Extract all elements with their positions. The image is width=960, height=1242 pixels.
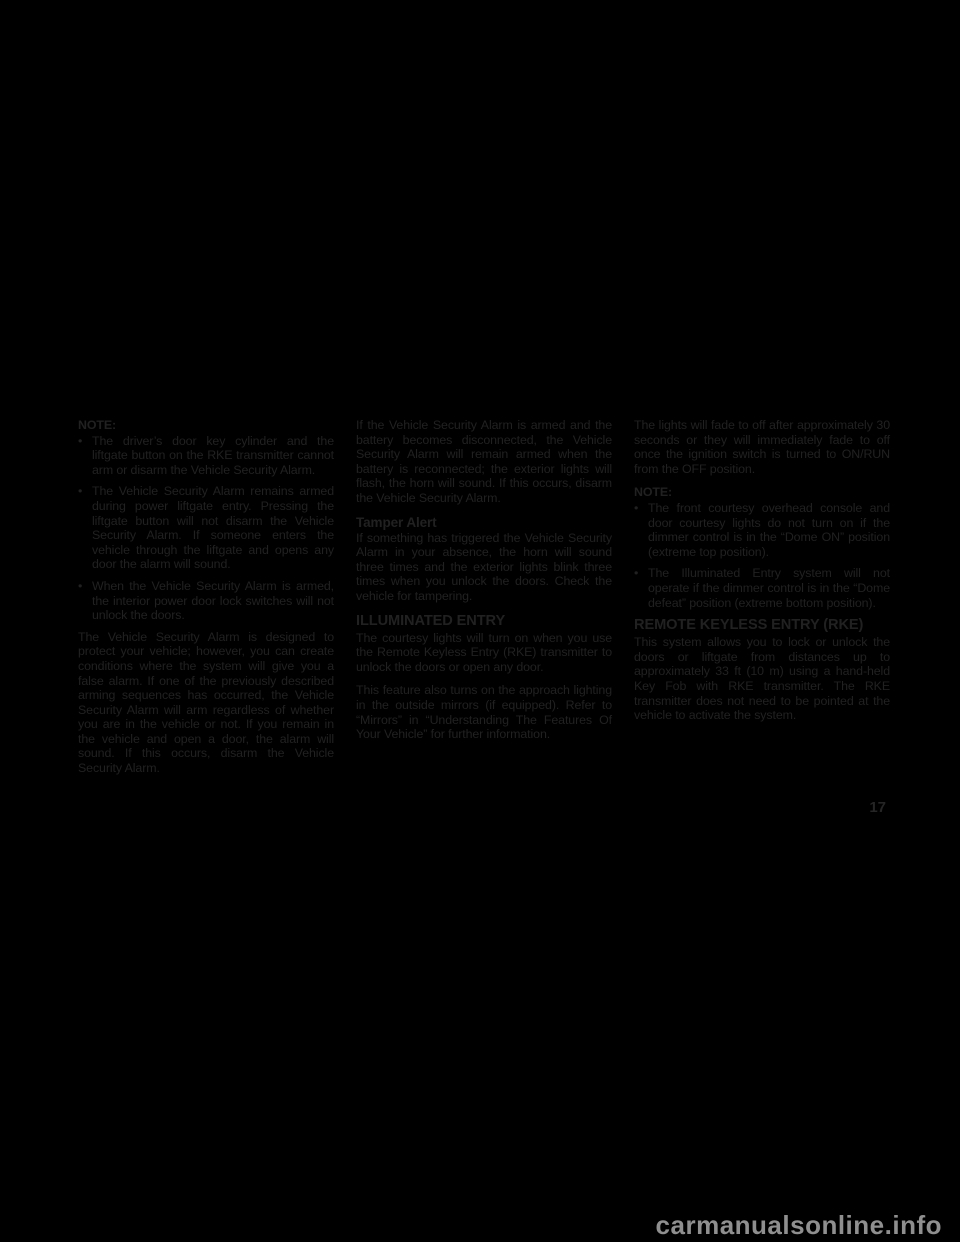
bullet-icon: • [78, 578, 83, 593]
paragraph: The Vehicle Security Alarm is designed to protect your vehicle; however, you can create conditions where the system will give you a false alarm. If one of the previously described arming sequences has occurred, the Vehicle Security Alarm will arm regardless of whether you are in the vehicle or not. If you remain in the vehicle and open a door, the alarm will sound. If this occurs, disarm the Vehicle Security Alarm. [78, 629, 334, 776]
column-right [634, 418, 890, 776]
paragraph: This system allows you to lock or unlock the doors or liftgate from distances up to approximately 33 ft (10 m) using a hand-held Key Fob with RKE transmitter. The RKE transmitter does not need to be pointed at the vehicle to activate the system. [634, 635, 890, 723]
list-item [78, 484, 334, 572]
tamper-alert-heading: Tamper Alert [356, 514, 437, 530]
bullet-icon: • [634, 500, 639, 515]
paragraph: This feature also turns on the approach lighting in the outside mirrors (if equipped). Refer to “Mirrors” in “Understanding The Features Of Your Vehicle” for further information. [356, 683, 612, 742]
column-middle [356, 418, 612, 776]
note-heading: NOTE: [78, 418, 117, 432]
paragraph: If the Vehicle Security Alarm is armed and the battery becomes disconnected, the Vehicle Security Alarm will remain armed when the battery is reconnected; the exterior lights will flash, the horn will sound. If this occurs, disarm the Vehicle Security Alarm. [356, 418, 612, 505]
list-item [634, 566, 890, 610]
paragraph: If something has triggered the Vehicle Security Alarm in your absence, the horn will sound three times and the exterior lights blink three times when you unlock the doors. Check the vehicle for tampering. [356, 530, 612, 603]
list-item [78, 579, 334, 623]
bullet-icon: • [78, 484, 83, 499]
note-heading: NOTE: [634, 485, 673, 500]
page-content [78, 418, 890, 776]
bullet-icon: • [78, 433, 83, 448]
bullet-text: The driver’s door key cylinder and the liftgate button on the RKE transmitter cannot arm or disarm the Vehicle Security Alarm. [92, 433, 334, 477]
page-number: 17 [869, 799, 886, 816]
remote-keyless-entry-heading: REMOTE KEYLESS ENTRY (RKE) [634, 617, 864, 634]
list-item [634, 501, 890, 559]
bullet-text: When the Vehicle Security Alarm is armed, the interior power door lock switches will not unlock the doors. [92, 578, 334, 623]
paragraph: The lights will fade to off after approximately 30 seconds or they will immediately fade to off once the ignition switch is turned to ON/RUN from the OFF position. [634, 418, 890, 476]
paragraph: The courtesy lights will turn on when you use the Remote Keyless Entry (RKE) transmitter to unlock the doors or open any door. [356, 630, 612, 674]
column-left [78, 418, 334, 776]
list-item [78, 434, 334, 478]
bullet-text: The Vehicle Security Alarm remains armed during power liftgate entry. Pressing the liftgate button will not disarm the Vehicle Security Alarm. If someone enters the vehicle through the liftgate and opens any door the alarm will sound. [92, 484, 334, 572]
illuminated-entry-heading: ILLUMINATED ENTRY [356, 612, 506, 629]
bullet-text: The Illuminated Entry system will not operate if the dimmer control is in the “Dome defeat” position (extreme bottom position). [648, 566, 890, 610]
watermark: carmanualsonline.info [655, 1210, 942, 1240]
bullet-icon: • [634, 566, 639, 581]
bullet-text: The front courtesy overhead console and door courtesy lights do not turn on if the dimmer control is in the “Dome ON” position (extreme top position). [648, 500, 890, 559]
